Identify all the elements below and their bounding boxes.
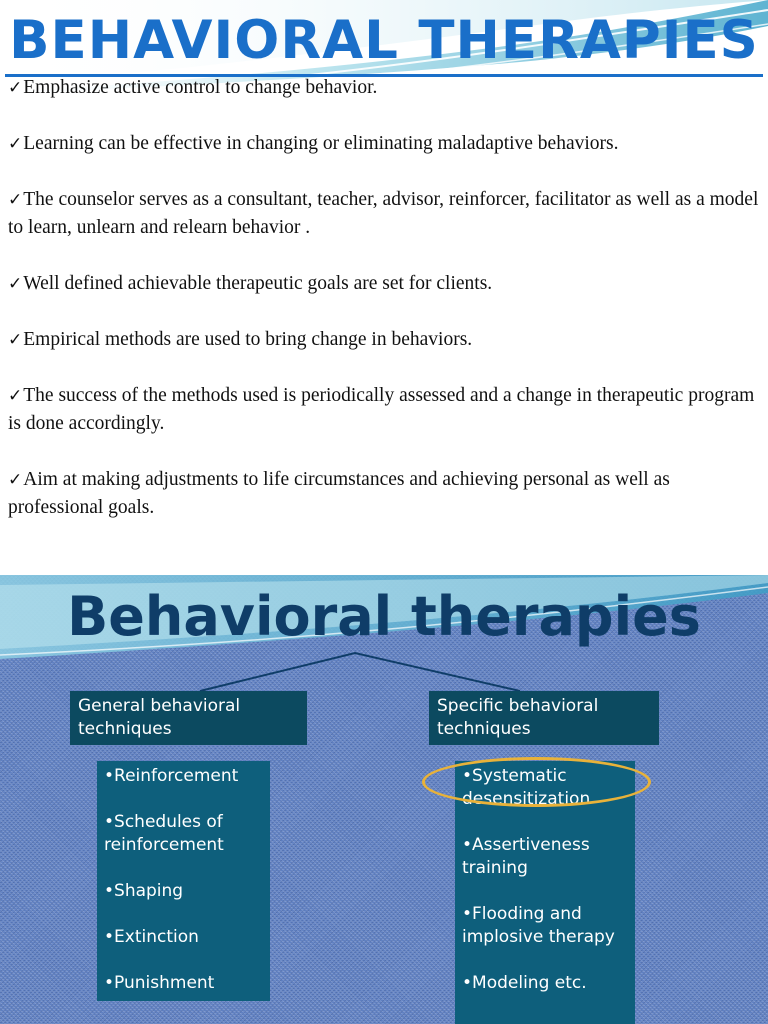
bullet-item: ✓Aim at making adjustments to life circumstances and achieving personal as well as professional goals. <box>8 469 670 518</box>
slide-behavioral-therapies-diagram <box>0 575 768 1024</box>
bullet-item: ✓Well defined achievable therapeutic goals are set for clients. <box>8 273 493 294</box>
list-item: •Shaping <box>104 881 184 901</box>
list-item: •Punishment <box>104 973 215 993</box>
bullet-item: ✓Learning can be effective in changing or eliminating maladaptive behaviors. <box>8 133 619 154</box>
list-item: •Reinforcement <box>104 766 239 786</box>
bullet-list <box>8 74 764 550</box>
bullet-item: ✓Empirical methods are used to bring change in behaviors. <box>8 329 473 350</box>
diagram-title: Behavioral therapies <box>67 585 701 648</box>
list-item: •Systematic desensitization <box>462 766 591 809</box>
list-item: •Assertiveness training <box>462 835 590 878</box>
check-mark-icon: ✓ <box>8 330 23 350</box>
list-item: •Modeling etc. <box>462 973 587 993</box>
specific-techniques-header: Specific behavioral techniques <box>429 691 659 745</box>
bullet-item: ✓Emphasize active control to change behavior. <box>8 77 378 98</box>
list-item: •Extinction <box>104 927 199 947</box>
highlight-oval <box>422 757 651 807</box>
check-mark-icon: ✓ <box>8 134 23 154</box>
general-techniques-list <box>97 761 270 1001</box>
check-mark-icon: ✓ <box>8 190 23 210</box>
bullet-item: ✓The counselor serves as a consultant, teacher, advisor, reinforcer, facilitator as well as a model to learn, unlearn and relearn behavior . <box>8 189 759 238</box>
check-mark-icon: ✓ <box>8 274 23 294</box>
general-techniques-header: General behavioral techniques <box>70 691 307 745</box>
check-mark-icon: ✓ <box>8 78 23 98</box>
slide-title: BEHAVIORAL THERAPIES <box>0 8 768 77</box>
list-item: •Flooding and implosive therapy <box>462 904 615 947</box>
bullet-item: ✓The success of the methods used is periodically assessed and a change in therapeutic program is done accordingly. <box>8 385 755 434</box>
check-mark-icon: ✓ <box>8 386 23 406</box>
check-mark-icon: ✓ <box>8 470 23 490</box>
list-item: •Schedules of reinforcement <box>104 812 224 855</box>
